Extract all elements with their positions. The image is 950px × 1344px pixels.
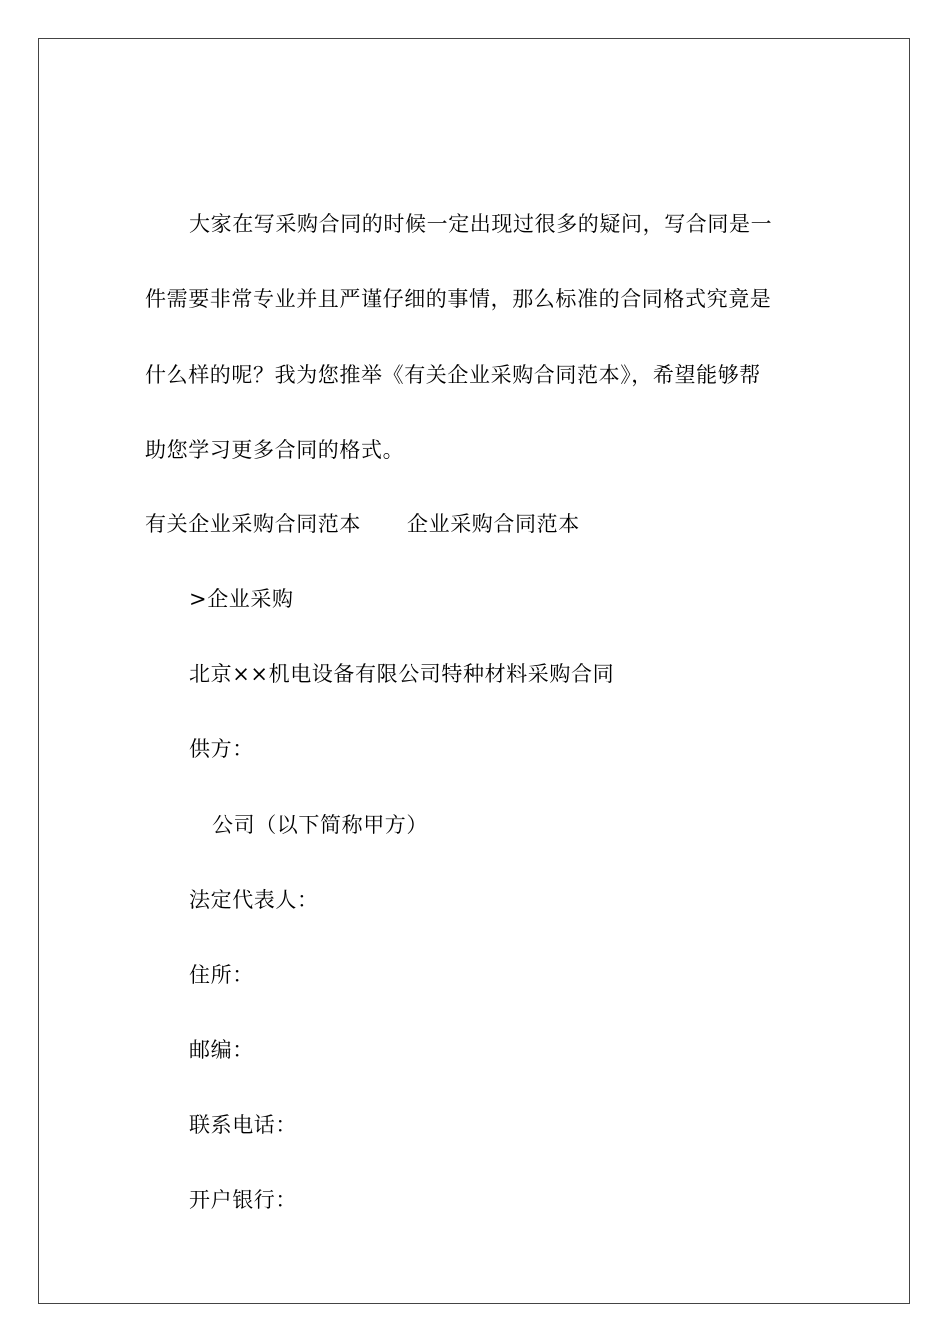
legal-rep-field: 法定代表人： bbox=[189, 888, 319, 912]
bank-field: 开户银行： bbox=[189, 1188, 297, 1212]
contract-title: 北京××机电设备有限公司特种材料采购合同 bbox=[189, 662, 615, 686]
intro-line-1: 大家在写采购合同的时候一定出现过很多的疑问，写合同是一 bbox=[189, 212, 773, 236]
address-field: 住所： bbox=[189, 963, 254, 987]
intro-line-2: 件需要非常专业并且严谨仔细的事情，那么标准的合同格式究竟是 bbox=[145, 287, 772, 311]
heading-right: 企业采购合同范本 bbox=[407, 512, 580, 536]
postcode-field: 邮编： bbox=[189, 1038, 254, 1062]
section-label: >企业采购 bbox=[189, 587, 294, 611]
intro-line-3: 什么样的呢？我为您推举《有关企业采购合同范本》，希望能够帮 bbox=[145, 363, 761, 387]
heading-left: 有关企业采购合同范本 bbox=[145, 512, 361, 536]
intro-line-4: 助您学习更多合同的格式。 bbox=[145, 438, 405, 462]
supplier-field: 供方： bbox=[189, 737, 254, 761]
heading-line bbox=[145, 509, 580, 539]
company-field: 公司（以下简称甲方） bbox=[212, 813, 428, 837]
phone-field: 联系电话： bbox=[189, 1113, 297, 1137]
